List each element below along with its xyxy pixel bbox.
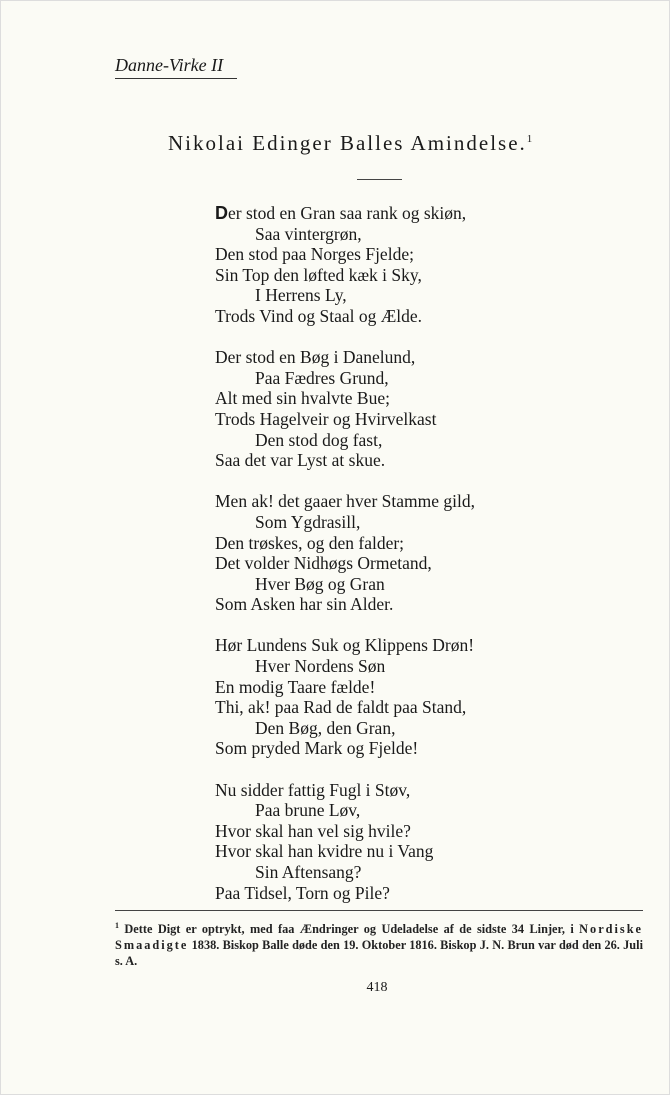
stanza [215, 780, 475, 904]
poem-line: Den Bøg, den Gran, [255, 717, 396, 738]
poem-line: Der stod en Gran saa rank og skiøn, [215, 203, 467, 223]
poem-line: Paa brune Løv, [255, 800, 361, 821]
poem-line: Nu sidder fattig Fugl i Støv, [215, 779, 411, 800]
stanza [215, 347, 475, 471]
poem-body [215, 203, 475, 924]
poem-line: Den stod paa Norges Fjelde; [215, 244, 414, 265]
poem-line: Men ak! det gaaer hver Stamme gild, [215, 491, 475, 512]
poem-line: Paa Fædres Grund, [255, 367, 389, 388]
drop-cap: D [215, 203, 228, 223]
stanza [215, 635, 475, 759]
footnote-book-title: Nordiske Smaadigte [115, 922, 643, 953]
poem-line: Thi, ak! paa Rad de faldt paa Stand, [215, 697, 467, 718]
poem-line: Sin Top den løfted kæk i Sky, [215, 264, 422, 285]
footnote-mark: 1 [115, 921, 119, 930]
footnote-ref: 1 [526, 133, 533, 145]
stanza [215, 491, 475, 615]
stanza [215, 203, 475, 327]
poem-title [168, 131, 532, 156]
poem-line: Hver Bøg og Gran [255, 573, 385, 594]
poem-line: Den stod dog fast, [255, 429, 383, 450]
poem-line: Som pryded Mark og Fjelde! [215, 738, 419, 759]
poem-line: Der stod en Bøg i Danelund, [215, 347, 416, 368]
poem-line: Saa det var Lyst at skue. [215, 450, 386, 471]
poem-line: Sin Aftensang? [255, 862, 362, 882]
footnote-text-2: 1838. Biskop Balle døde den 19. Oktober 1816. Biskop J. N. Brun var død den 26. Juli s. A. [115, 938, 643, 969]
poem-line: Hvor skal han kvidre nu i Vang [215, 841, 434, 862]
poem-line: Den trøskes, og den falder; [215, 532, 405, 553]
page-number: 418 [366, 980, 388, 995]
poem-line: Hvor skal han vel sig hvile? [215, 820, 411, 841]
poem-line: Alt med sin hvalvte Bue; [215, 388, 390, 409]
footnote-divider [115, 910, 643, 911]
poem-line: Trods Vind og Staal og Ælde. [215, 305, 423, 326]
poem-line: Som Asken har sin Alder. [215, 594, 394, 615]
poem-line: I Herrens Ly, [255, 285, 347, 306]
poem-line: Paa Tidsel, Torn og Pile? [215, 882, 390, 903]
title-text: Nikolai Edinger Balles Amindelse. [168, 131, 527, 155]
footnote [115, 918, 643, 969]
running-header: Danne-Virke II [115, 55, 237, 79]
poem-line: En modig Taare fælde! [215, 676, 376, 697]
poem-line: Hver Nordens Søn [255, 656, 386, 677]
poem-line: Saa vintergrøn, [255, 223, 362, 244]
footnote-text-1: Dette Digt er optrykt, med faa Ændringer og Udeladelse af de sidste 34 Linjer, i [124, 922, 574, 937]
poem-line: Som Ygdrasill, [255, 511, 361, 532]
title-divider [357, 179, 402, 180]
poem-line: Det volder Nidhøgs Ormetand, [215, 553, 432, 574]
poem-line: Trods Hagelveir og Hvirvelkast [215, 408, 437, 429]
poem-line: Hør Lundens Suk og Klippens Drøn! [215, 635, 475, 656]
